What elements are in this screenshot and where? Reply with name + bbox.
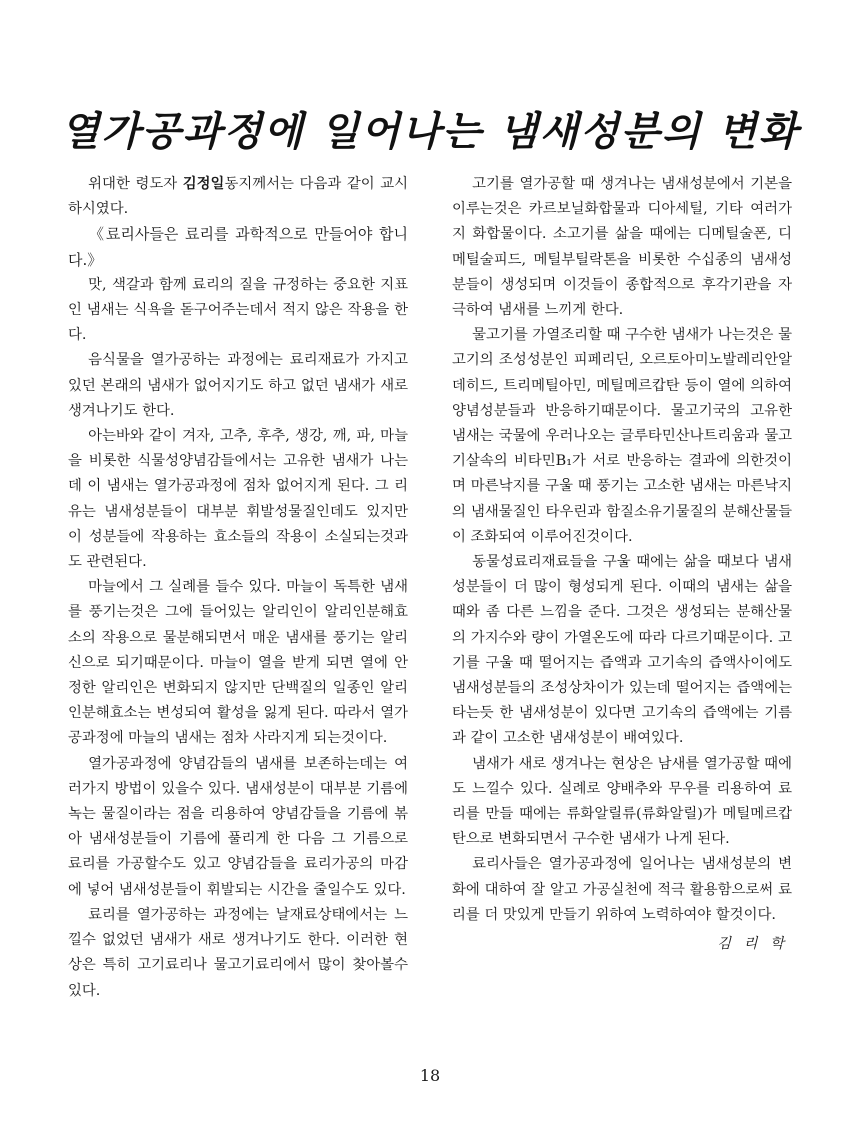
right-column [452,172,792,957]
paragraph: 동물성료리재료들을 구울 때에는 삶을 때보다 냄새성분들이 더 많이 형성되게 된다. 이때의 냄새는 삶을 때와 좀 다른 느낌을 준다. 그것은 생성되는 분해산물의 가지수와 량이 가열온도에 따라 다르기때문이다. 고기를 구울 때 떨어지는 즙액과 고기속의 즙액사이에도 냄새성분들의 조성상차이가 있는데 떨어지는 즙액에는 타는듯 한 냄새성분이 있다면 고기속의 즙액에는 기름과 같이 고소한 냄새성분이 배여있다. [452,554,792,747]
leader-name: 김정일 [182,176,225,192]
author-signature: 김 리 학 [717,936,788,953]
paragraph: 냄새가 새로 생겨나는 현상은 남새를 열가공할 때에도 느낄수 있다. 실례로 양배추와 무우를 리용하여 료리를 만들 때에는 류화알릴류(류화알릴)가 메틸메르캅탄으로 변화되면서 구수한 냄새가 나게 된다. [452,755,792,848]
intro-post: 동지께서는 다음과 같이 교시하시였다. [68,176,409,218]
article-title: 열가공과정에 일어나는 냄새성분의 변화 [60,109,800,155]
paragraph: 료리를 열가공하는 과정에는 날재료상태에서는 느낄수 없었던 냄새가 새로 생겨나기도 한다. 이러한 현상은 특히 고기료리나 물고기료리에서 많이 찾아볼수 있다. [68,906,408,999]
left-column [68,172,408,1004]
paragraph: 마늘에서 그 실례를 들수 있다. 마늘이 독특한 냄새를 풍기는것은 그에 들어있는 알리인이 알리인분해효소의 작용으로 물분해되면서 매운 냄새를 풍기는 알리신으로 되기때문이다. 마늘이 열을 받게 되면 열에 안정한 알리인은 변화되지 않지만 단백질의 일종인 알리인분해효소는 변성되여 활성을 잃게 된다. 따라서 열가공과정에 마늘의 냄새는 점차 사라지게 되는것이다. [68,579,408,747]
intro-paragraph [68,172,408,222]
paragraph: 열가공과정에 양념감들의 냄새를 보존하는데는 여러가지 방법이 있을수 있다. 냄새성분이 대부분 기름에 녹는 물질이라는 점을 리용하여 양념감들을 기름에 볶아 냄새성분들이 기름에 풀리게 한 다음 그 기름으로 료리를 가공할수도 있고 양념감들을 료리가공의 마감에 넣어 냄새성분들이 휘발되는 시간을 줄일수도 있다. [68,755,408,898]
quote-paragraph: 《료리사들은 료리를 과학적으로 만들어야 합니다.》 [68,225,408,269]
page-number: 18 [419,1066,441,1085]
paragraph: 음식물을 열가공하는 과정에는 료리재료가 가지고있던 본래의 냄새가 없어지기도 하고 없던 냄새가 새로 생겨나기도 한다. [68,352,408,419]
paragraph: 맛, 색갈과 함께 료리의 질을 규정하는 중요한 지표인 냄새는 식욕을 돋구어주는데서 적지 않은 작용을 한다. [68,276,408,344]
paragraph: 고기를 열가공할 때 생겨나는 냄새성분에서 기본을 이루는것은 카르보닐화합물과 디아세틸, 기타 여러가지 화합물이다. 소고기를 삶을 때에는 디메틸술폰, 디메틸술피드, 메틸부틸락톤을 비롯한 수십종의 냄새성분들이 생성되며 이것들이 종합적으로 후각기관을 자극하여 냄새를 느끼게 한다. [452,176,792,319]
paragraph: 료리사들은 열가공과정에 일어나는 냄새성분의 변화에 대하여 잘 알고 가공실천에 적극 활용함으로써 료리를 더 맛있게 만들기 위하여 노력하여야 할것이다. [452,856,792,923]
paragraph: 아는바와 같이 겨자, 고추, 후추, 생강, 깨, 파, 마늘을 비롯한 식물성양념감들에서는 고유한 냄새가 나는데 이 냄새는 열가공과정에 점차 없어지게 된다. 그 리유는 냄새성분들이 대부분 휘발성물질인데도 있지만 이 성분들에 작용하는 효소들의 작용이 소실되는것과도 관련된다. [68,428,408,571]
paragraph: 물고기를 가열조리할 때 구수한 냄새가 나는것은 물고기의 조성성분인 피페리딘, 오르토아미노발레리안알데히드, 트리메틸아민, 메틸메르캅탄 등이 열에 의하여 양념성분들과 반응하기때문이다. 물고기국의 고유한 냄새는 국물에 우러나오는 글루타민산나트리움과 물고기살속의 비타민B₁가 서로 반응하는 결과에 의한것이며 마른낙지를 구울 때 풍기는 고소한 냄새는 마른낙지의 냄새물질인 타우린과 함질소유기물질의 분해산물들이 조화되여 이루어진것이다. [452,327,792,545]
intro-pre: 위대한 령도자 [88,176,183,192]
